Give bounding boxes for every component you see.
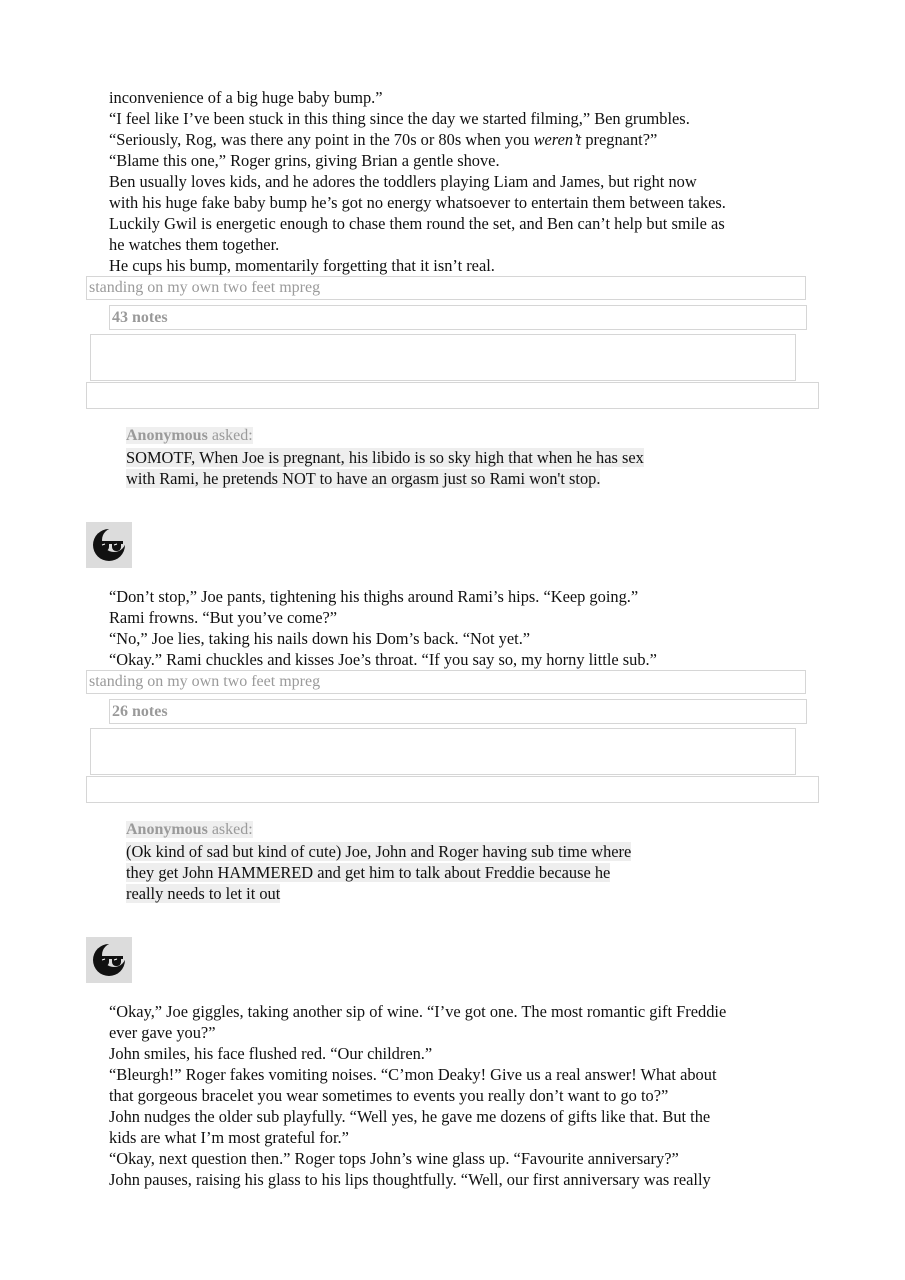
story-line: he watches them together. — [109, 235, 280, 254]
story-line: “No,” Joe lies, taking his nails down his Dom’s back. “Not yet.” — [109, 629, 531, 648]
story-line: “I feel like I’ve been stuck in this thing since the day we started filming,” Ben grumbles. — [109, 109, 690, 128]
story-line: “Okay.” Rami chuckles and kisses Joe’s throat. “If you say so, my horny little sub.” — [109, 650, 657, 669]
story-line-end: pregnant?” — [581, 130, 658, 149]
post-1-tags[interactable]: standing on my own two feet mpreg — [86, 276, 806, 300]
story-line — [109, 129, 809, 150]
story-line: Ben usually loves kids, and he adores the toddlers playing Liam and James, but right now — [109, 172, 697, 191]
question-line: (Ok kind of sad but kind of cute) Joe, John and Roger having sub time where — [126, 842, 632, 861]
story-line: kids are what I’m most grateful for.” — [109, 1128, 349, 1147]
story-line: Rami frowns. “But you’ve come?” — [109, 608, 338, 627]
post-1-story — [109, 87, 809, 276]
asker-name[interactable]: Anonymous — [126, 427, 208, 444]
post-2-footer-bar — [86, 776, 819, 803]
post-2-tags[interactable]: standing on my own two feet mpreg — [86, 670, 806, 694]
post-2-empty-panel — [90, 728, 796, 775]
asker-verb: asked: — [207, 821, 253, 838]
post-2-story — [109, 586, 809, 670]
story-line: John smiles, his face flushed red. “Our children.” — [109, 1044, 433, 1063]
story-line: that gorgeous bracelet you wear sometimes to events you really don’t want to go to?” — [109, 1086, 669, 1105]
ask-1-header — [126, 426, 253, 446]
story-line: “Okay,” Joe giggles, taking another sip of wine. “I’ve got one. The most romantic gift Freddie — [109, 1002, 727, 1021]
post-2-notes[interactable]: 26 notes — [109, 699, 807, 724]
avatar[interactable] — [86, 937, 132, 983]
story-line: John pauses, raising his glass to his lips thoughtfully. “Well, our first anniversary was really — [109, 1170, 711, 1189]
story-line: Luckily Gwil is energetic enough to chase them round the set, and Ben can’t help but smile as — [109, 214, 725, 233]
story-line: “Okay, next question then.” Roger tops John’s wine glass up. “Favourite anniversary?” — [109, 1149, 679, 1168]
story-line: He cups his bump, momentarily forgetting that it isn’t real. — [109, 256, 495, 275]
story-line: John nudges the older sub playfully. “Well yes, he gave me dozens of gifts like that. But the — [109, 1107, 711, 1126]
story-line: ever gave you?” — [109, 1023, 216, 1042]
ask-1-question — [126, 447, 644, 489]
italic-word: weren’t — [533, 130, 582, 149]
post-1-empty-panel — [90, 334, 796, 381]
question-line: SOMOTF, When Joe is pregnant, his libido is so sky high that when he has sex — [126, 448, 644, 467]
post-3-story — [109, 1001, 809, 1190]
avatar[interactable] — [86, 522, 132, 568]
question-line: they get John HAMMERED and get him to talk about Freddie because he — [126, 863, 611, 882]
sunglasses-moon-icon — [86, 937, 132, 983]
story-line-start: “Seriously, Rog, was there any point in the 70s or 80s when you — [109, 130, 534, 149]
post-1-notes[interactable]: 43 notes — [109, 305, 807, 330]
story-line: “Blame this one,” Roger grins, giving Brian a gentle shove. — [109, 151, 500, 170]
sunglasses-moon-icon — [86, 522, 132, 568]
story-line: inconvenience of a big huge baby bump.” — [109, 88, 383, 107]
asker-name[interactable]: Anonymous — [126, 821, 208, 838]
question-line: with Rami, he pretends NOT to have an orgasm just so Rami won't stop. — [126, 469, 601, 488]
ask-2-question — [126, 841, 631, 904]
post-1-footer-bar — [86, 382, 819, 409]
question-line: really needs to let it out — [126, 884, 281, 903]
asker-verb: asked: — [207, 427, 253, 444]
story-line: with his huge fake baby bump he’s got no energy whatsoever to entertain them between takes. — [109, 193, 726, 212]
story-line: “Bleurgh!” Roger fakes vomiting noises. “C’mon Deaky! Give us a real answer! What about — [109, 1065, 717, 1084]
story-line: “Don’t stop,” Joe pants, tightening his thighs around Rami’s hips. “Keep going.” — [109, 587, 639, 606]
ask-2-header — [126, 820, 253, 840]
